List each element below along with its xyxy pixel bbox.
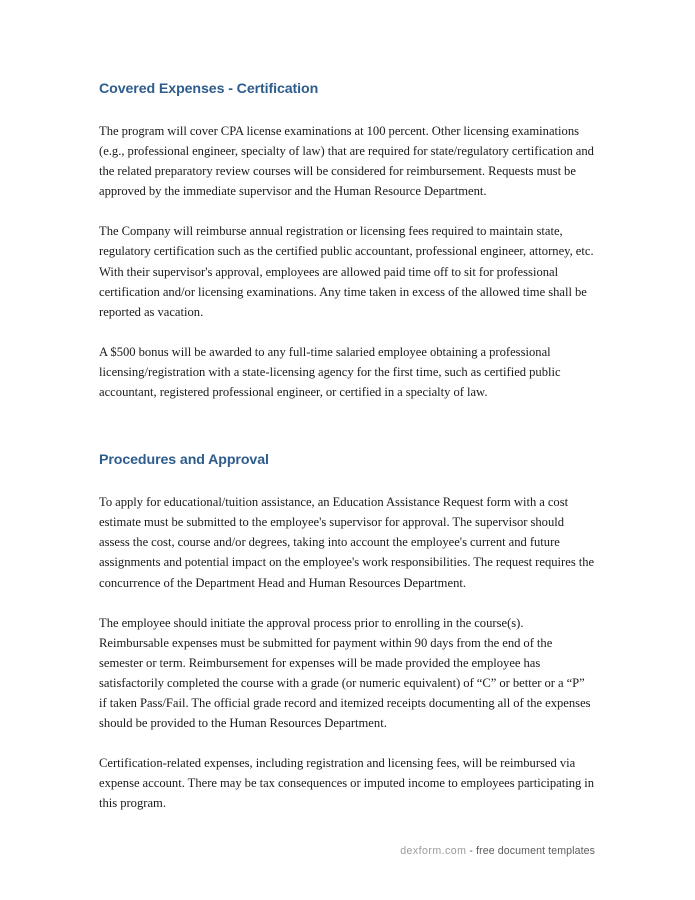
section-heading-procedures-and-approval: Procedures and Approval bbox=[99, 452, 269, 469]
paragraph: A $500 bonus will be awarded to any full-time salaried employee obtaining a professional licensing/registration with a state-licensing agency for the first time, such as certified public accountant, registered professional engineer, or certified in a specialty of law. bbox=[99, 344, 561, 400]
section-certification bbox=[99, 80, 595, 402]
footer-tagline: - free document templates bbox=[466, 845, 595, 857]
section-heading-covered-expenses: Covered Expenses - Certification bbox=[99, 81, 319, 97]
paragraph: The Company will reimburse annual registration or licensing fees required to maintain state, regulatory certification such as the certified public accountant, professional engineer, attorney, etc. With their supervisor's approval, employees are allowed paid time off to sit for professional certification and/or licensing examinations. Any time taken in excess of the allowed time shall be reported as vacation. bbox=[99, 224, 594, 319]
paragraph: Certification-related expenses, including registration and licensing fees, will be reimbursed via expense account. There may be tax consequences or imputed income to employees participating in this program. bbox=[99, 756, 595, 811]
paragraph: The program will cover CPA license examinations at 100 percent. Other licensing examinations (e.g., professional engineer, specialty of law) that are required for state/regulatory certification and the related preparatory review courses will be considered for reimbursement. Requests must be approved by the immediate supervisor and the Human Resource Department. bbox=[99, 124, 594, 199]
page-footer bbox=[0, 845, 595, 858]
paragraph: To apply for educational/tuition assistance, an Education Assistance Request form with a cost estimate must be submitted to the employee's supervisor for approval. The supervisor should assess the cost, course and/or degrees, taking into account the employee's current and future assignments and potential impact on the employee's work responsibilities. The request requires the concurrence of the Department Head and Human Resources Department. bbox=[99, 495, 595, 590]
section-procedures bbox=[99, 451, 595, 813]
paragraph: The employee should initiate the approval process prior to enrolling in the course(s). Reimbursable expenses must be submitted for payment within 90 days from the end of the semester or term. Reimbursement for expenses will be made provided the employee has satisfactorily completed the course with a grade (or numeric equivalent) of “C” or better or a “P” if taken Pass/Fail. The official grade record and itemized receipts documenting all of the expenses should be provided to the Human Resources Department. bbox=[99, 615, 591, 731]
document-body bbox=[99, 80, 595, 813]
footer-brand-link[interactable]: dexform.com bbox=[400, 845, 467, 857]
